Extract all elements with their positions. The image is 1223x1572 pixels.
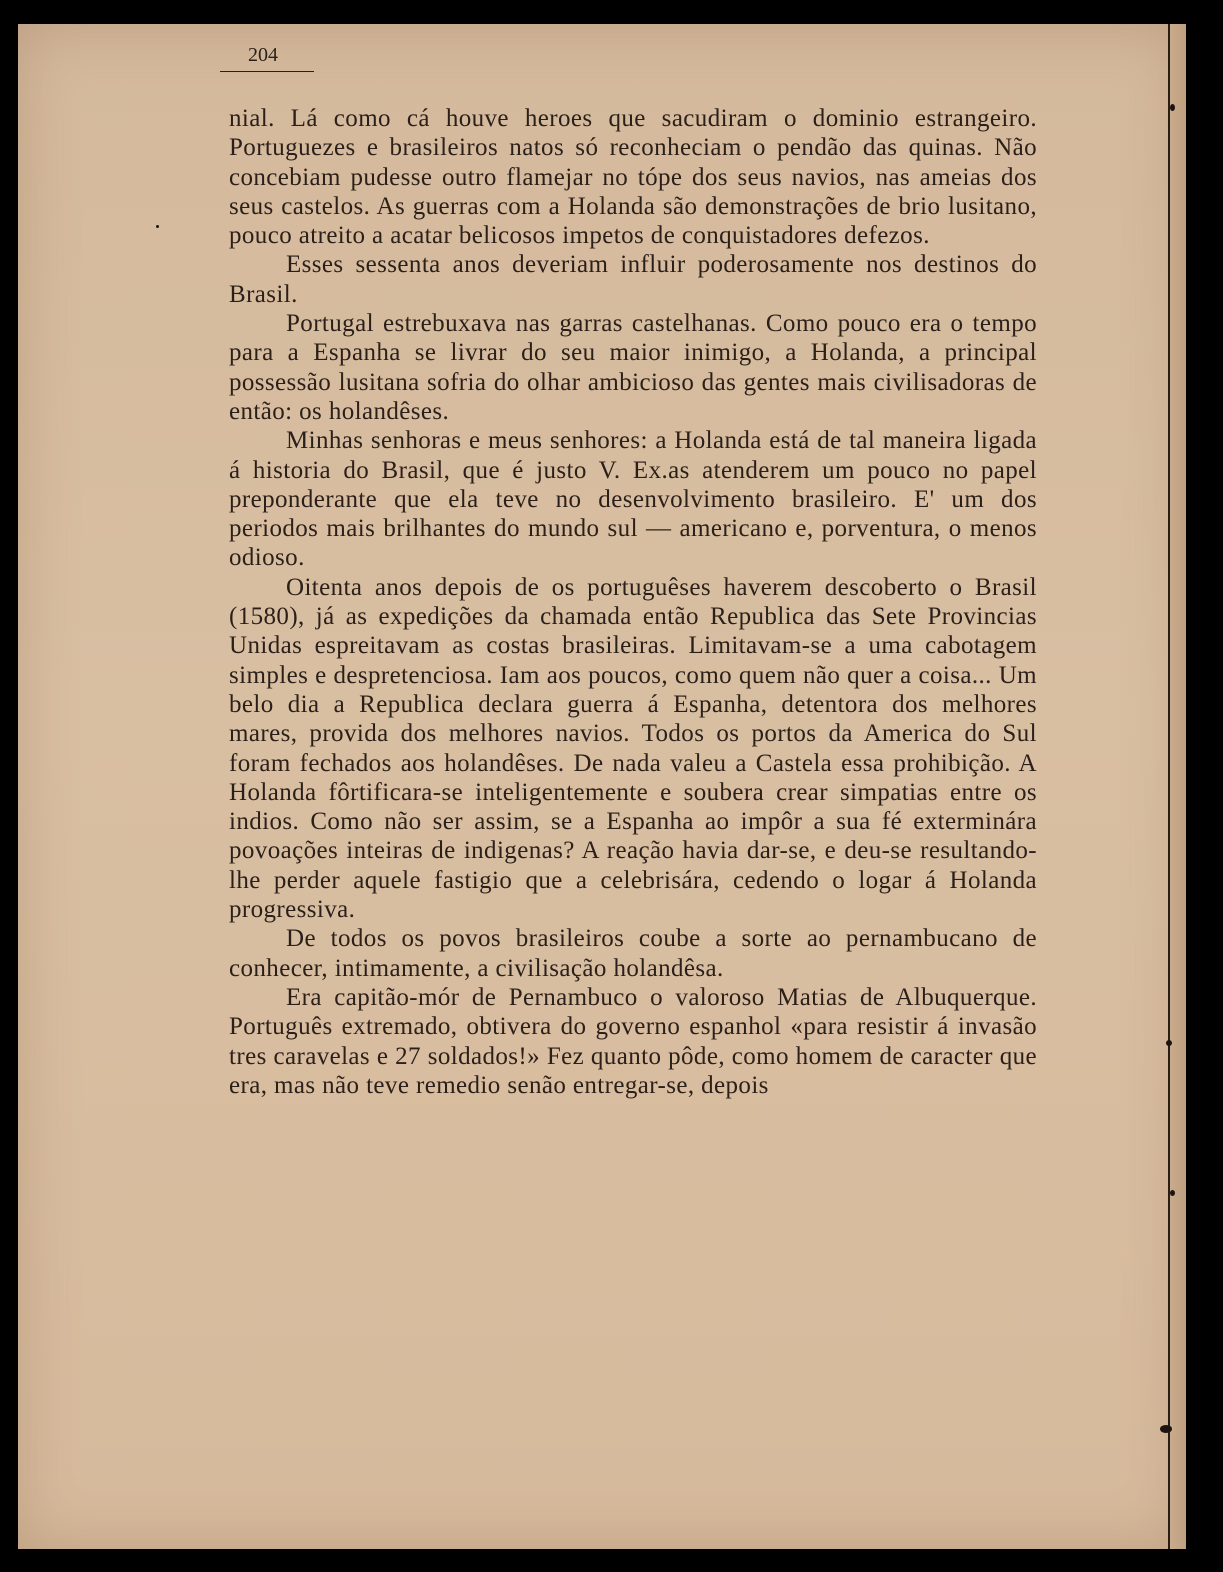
page-edge	[1168, 24, 1186, 1549]
paragraph-5: Oitenta anos depois de os portuguêses haverem descoberto o Brasil (1580), já as expedições da chamada então Republica das Sete Provincias Unidas espreitavam as costas brasileiras. Limitavam-se a uma cabotagem simples e despretenciosa. Iam aos poucos, como quem não quer a coisa... Um belo dia a Republica declara guerra á Espanha, detentora dos melhores mares, provida dos melhores navios. Todos os portos da America do Sul foram fechados aos holandêses. De nada valeu a Castela essa prohibição. A Holanda fôrtificara-se inteligentemente e soubera crear simpatias entre os indios. Como não ser assim, se a Espanha ao impôr a sua fé exterminára povoações inteiras de indigenas? A reação havia dar-se, e deu-se resultando-lhe perder aquele fastigio que a celebrisára, cedendo o logar á Holanda progressiva.	[229, 573, 1037, 924]
body-text	[229, 104, 1037, 1100]
ink-speck	[1170, 1190, 1175, 1196]
page-number: 204	[248, 44, 278, 66]
paragraph-6: De todos os povos brasileiros coube a sorte ao pernambucano de conhecer, intimamente, a civilisação holandêsa.	[229, 925, 1037, 982]
ink-speck	[1170, 104, 1175, 111]
paragraph-3: Portugal estrebuxava nas garras castelhanas. Como pouco era o tempo para a Espanha se livrar do seu maior inimigo, a Holanda, a principal possessão lusitana sofria do olhar ambicioso das gentes mais civilisadoras de então: os holandêses.	[229, 310, 1037, 425]
ink-speck	[156, 225, 159, 228]
paragraph-7: Era capitão-mór de Pernambuco o valoroso Matias de Albuquerque. Português extremado, obtivera do governo espanhol «para resistir á invasão tres caravelas e 27 soldados!» Fez quanto pôde, como homem de caracter que era, mas não teve remedio senão entregar-se, depois	[229, 983, 1037, 1099]
page-number-rule	[220, 71, 314, 72]
paragraph-1: nial. Lá como cá houve heroes que sacudiram o dominio estrangeiro. Portuguezes e brasileiros natos só reconheciam o pendão das quinas. Não concebiam pudesse outro flamejar no tópe dos seus navios, nas ameias dos seus castelos. As guerras com a Holanda são demonstrações de brio lusitano, pouco atreito a acatar belicosos impetos de conquistadores defezos.	[229, 105, 1037, 250]
paragraph-4: Minhas senhoras e meus senhores: a Holanda está de tal maneira ligada á historia do Brasil, que é justo V. Ex.as atenderem um pouco no papel preponderante que ela teve no desenvolvimento brasileiro. E' um dos periodos mais brilhantes do mundo sul — americano e, porventura, o menos odioso.	[229, 427, 1037, 572]
ink-speck	[1166, 1040, 1172, 1046]
paragraph-2: Esses sessenta anos deveriam influir poderosamente nos destinos do Brasil.	[229, 251, 1037, 308]
ink-speck	[1160, 1425, 1172, 1433]
